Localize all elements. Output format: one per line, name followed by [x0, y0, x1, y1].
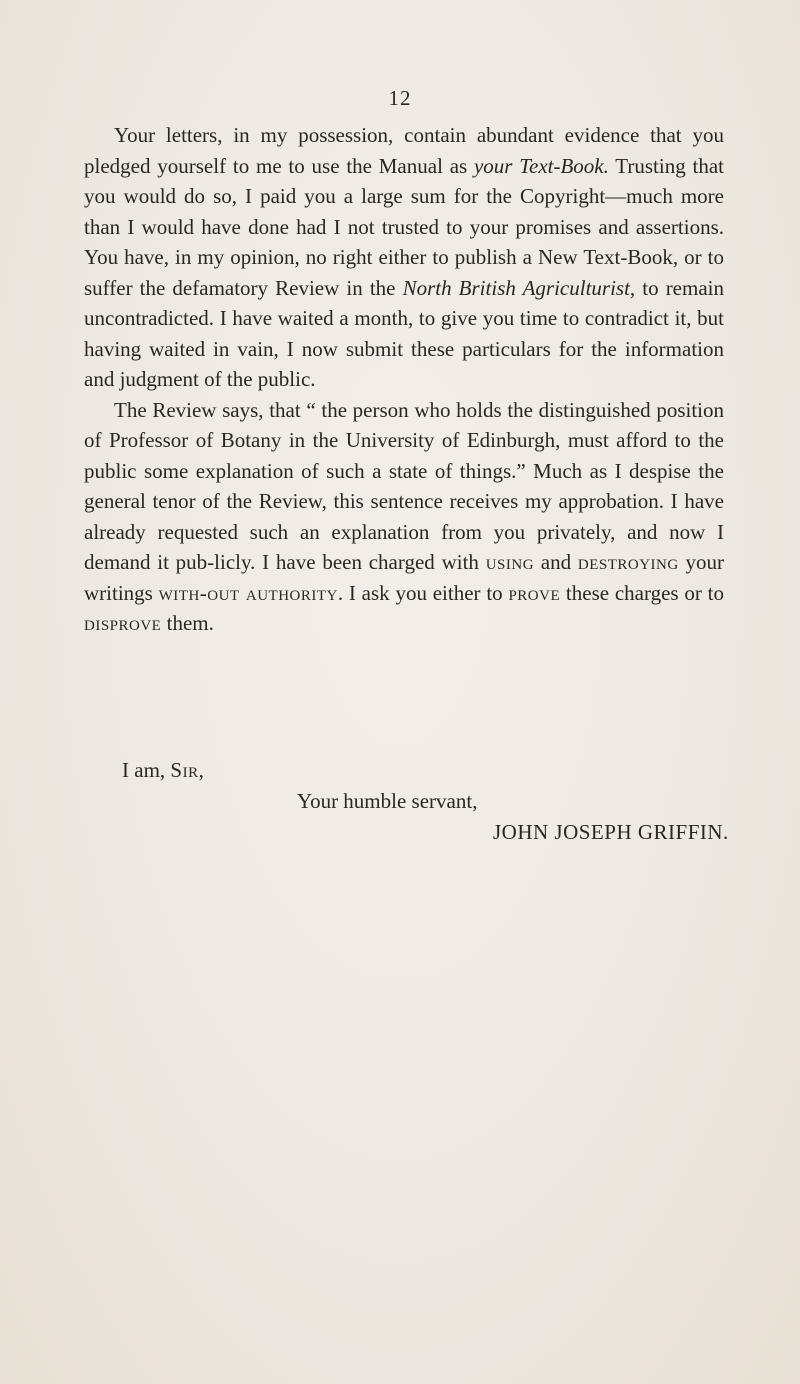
paragraph-2-text: The Review says, that “ the person who holds the distinguished position of Professor of Botany in the University of Edinburgh, must afford to the public some explanation of such a state of things.” Much as I despise the general tenor of the Review, this sentence receives my approbation. I have already requested such an explanation from you privately, and now I demand it pub-licly. I have been charged with [84, 397, 724, 574]
without-authority-smallcaps: with-out authority [158, 580, 338, 605]
using-smallcaps: using [485, 550, 535, 574]
closing-sir: Sir [170, 758, 199, 782]
letter-body [84, 120, 724, 639]
closing-comma: , [198, 758, 204, 782]
prove-smallcaps: prove [508, 580, 561, 605]
text-book-italic: your Text-Book. [473, 153, 609, 178]
paragraph-2-text-3: your writings [84, 550, 724, 605]
page-number: 12 [388, 86, 412, 110]
closing-salutation [122, 755, 204, 786]
destroying-smallcaps: destroying [577, 550, 679, 574]
paragraph-2-text-2: and [534, 550, 578, 574]
closing-humble-servant: Your humble servant, [297, 789, 478, 813]
closing-i-am: I am, [122, 758, 171, 782]
paragraph-1 [84, 120, 724, 395]
disprove-smallcaps: disprove [84, 611, 162, 635]
paragraph-2-text-6: them. [161, 611, 214, 635]
journal-title-italic: North British Agriculturist [402, 275, 630, 300]
paragraph-2-text-5: these charges or to [560, 580, 724, 605]
signature: JOHN JOSEPH GRIFFIN. [493, 820, 729, 844]
paragraph-1-text-2: Trusting that you would do so, I paid you a large sum for the Copyright—much more than I would have done had I not trusted to your promises and assertions. You have, in my opinion, no right either to publish a New Text-Book, or to suffer the defamatory Review in the [84, 153, 724, 300]
paragraph-2-text-4: . I ask you either to [337, 580, 509, 605]
paragraph-1-text-3: , to remain uncontradicted. I have waited a month, to give you time to contradict it, but having waited in vain, I now submit these particulars for the information and judgment of the public. [84, 275, 724, 391]
paragraph-1-text: Your letters, in my possession, contain abundant evidence that you pledged yourself to me to use the Manual as [84, 123, 724, 178]
paragraph-2 [84, 395, 724, 639]
